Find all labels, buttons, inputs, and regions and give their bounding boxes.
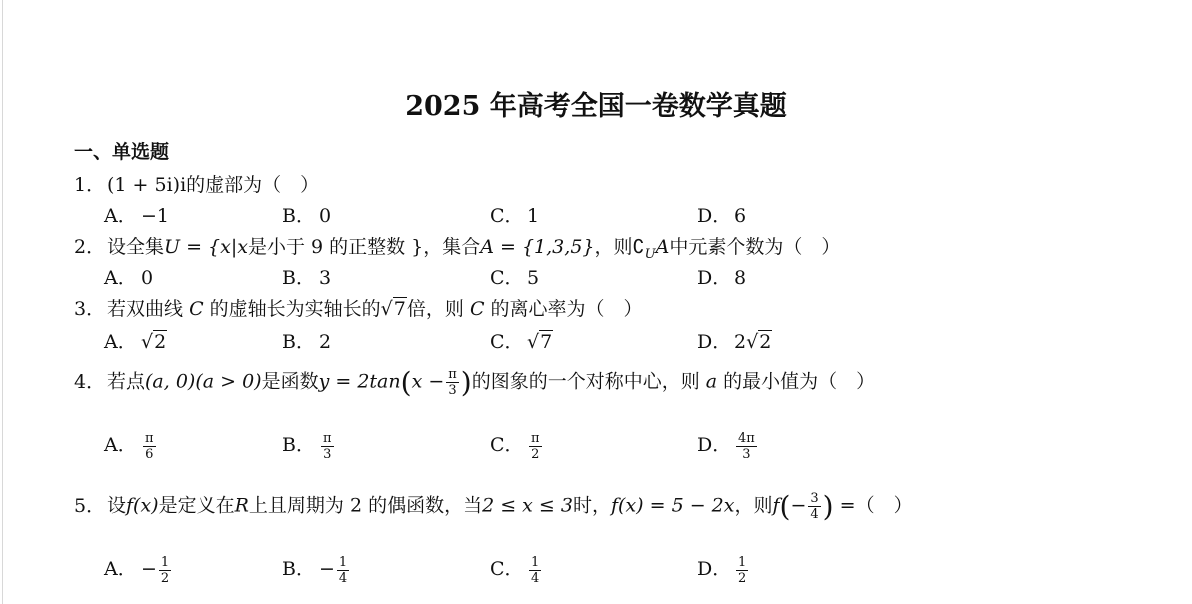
math-expression: A = {1,3,5} (480, 236, 595, 258)
fraction: $\frac{1}{2}$ (160, 554, 170, 586)
math-expression: U = {x|x (164, 236, 248, 258)
question-number: 2． (74, 236, 106, 258)
option-b: B． − $\frac{1}{4}$ (282, 554, 348, 586)
option-d: D． $\frac{1}{2}$ (697, 554, 747, 586)
math-expression: f(x) (126, 494, 159, 517)
page-title: 2025 年高考全国一卷数学真题 (405, 91, 787, 122)
option-c: C． $\frac{\pi}{2}$ (490, 430, 540, 462)
option-c: C． √7 (490, 331, 553, 353)
sqrt-expression: √7 (527, 331, 553, 353)
question-number: 1． (74, 174, 106, 196)
question-number: 5． (74, 494, 106, 517)
option-a: A． −1 (104, 205, 170, 227)
option-b: B． 3 (282, 267, 332, 289)
option-d: D． 8 (697, 267, 747, 289)
option-b: B． 0 (282, 205, 332, 227)
sqrt-expression: √2 (746, 331, 772, 353)
option-b: B． $\frac{\pi}{3}$ (282, 430, 332, 462)
fraction: $\frac{\pi}{2}$ (531, 430, 540, 462)
complement-symbol: ∁ (632, 236, 645, 258)
question-number: 3． (74, 298, 106, 320)
question-number: 4． (74, 370, 106, 393)
question-text: 的虚部为（ ） (186, 174, 320, 196)
fraction: $\frac{1}{2}$ (738, 554, 747, 586)
question-2: 2． 设全集U = {x|x是小于 9 的正整数 }，集合A = {1,3,5}，则$∁_UA$中元素个数为（ ） (74, 232, 840, 262)
math-expression: 2 ≤ x ≤ 3 (482, 494, 573, 517)
fraction: $\frac{\pi}{3}$ (448, 367, 457, 398)
math-expression: (a, 0)(a > 0) (145, 370, 262, 393)
option-b: B． 2 (282, 331, 332, 353)
option-d: D． 2√2 (697, 331, 772, 353)
option-c: C． 1 (490, 205, 540, 227)
question-1 (74, 170, 319, 197)
fraction: $\frac{3}{4}$ (810, 491, 819, 522)
fraction: $\frac{\pi}{6}$ (145, 430, 154, 462)
math-expression: y = 2tan (318, 370, 401, 393)
fraction: $\frac{1}{4}$ (531, 554, 540, 586)
question-4: 4． 若点(a, 0)(a > 0)是函数y = 2tan(x − $\frac{\pi}{3}$ )的图象的一个对称中心，则 a 的最小值为（ ） (74, 366, 876, 399)
option-a: A． √2 (104, 331, 167, 353)
section-heading: 一、单选题 (74, 141, 170, 163)
question-3: 3． 若双曲线 C 的虚轴长为实轴长的√7倍，则 C 的离心率为（ ） (74, 294, 643, 321)
option-a: A． − $\frac{1}{2}$ (104, 554, 170, 586)
math-expression: (1 + 5i)i (107, 174, 187, 196)
fraction: $\frac{\pi}{3}$ (323, 430, 332, 462)
option-a: A． $\frac{\pi}{6}$ (104, 430, 154, 462)
sqrt-expression: √7 (380, 298, 406, 320)
sqrt-expression: √2 (141, 331, 167, 353)
fraction: $\frac{4\pi}{3}$ (738, 430, 755, 462)
option-a: A． 0 (104, 267, 154, 289)
fraction: $\frac{1}{4}$ (338, 554, 348, 586)
option-d: D． 6 (697, 205, 747, 227)
option-c: C． 5 (490, 267, 540, 289)
option-c: C． $\frac{1}{4}$ (490, 554, 540, 586)
math-expression: f(x) = 5 − 2x (611, 494, 735, 517)
question-5: 5． 设f(x)是定义在R上且周期为 2 的偶函数，当2 ≤ x ≤ 3时，f(x) = 5 − 2x，则f(− $\frac{3}{4}$ ) =（ ） (74, 490, 913, 523)
option-d: D． $\frac{4\pi}{3}$ (697, 430, 755, 462)
